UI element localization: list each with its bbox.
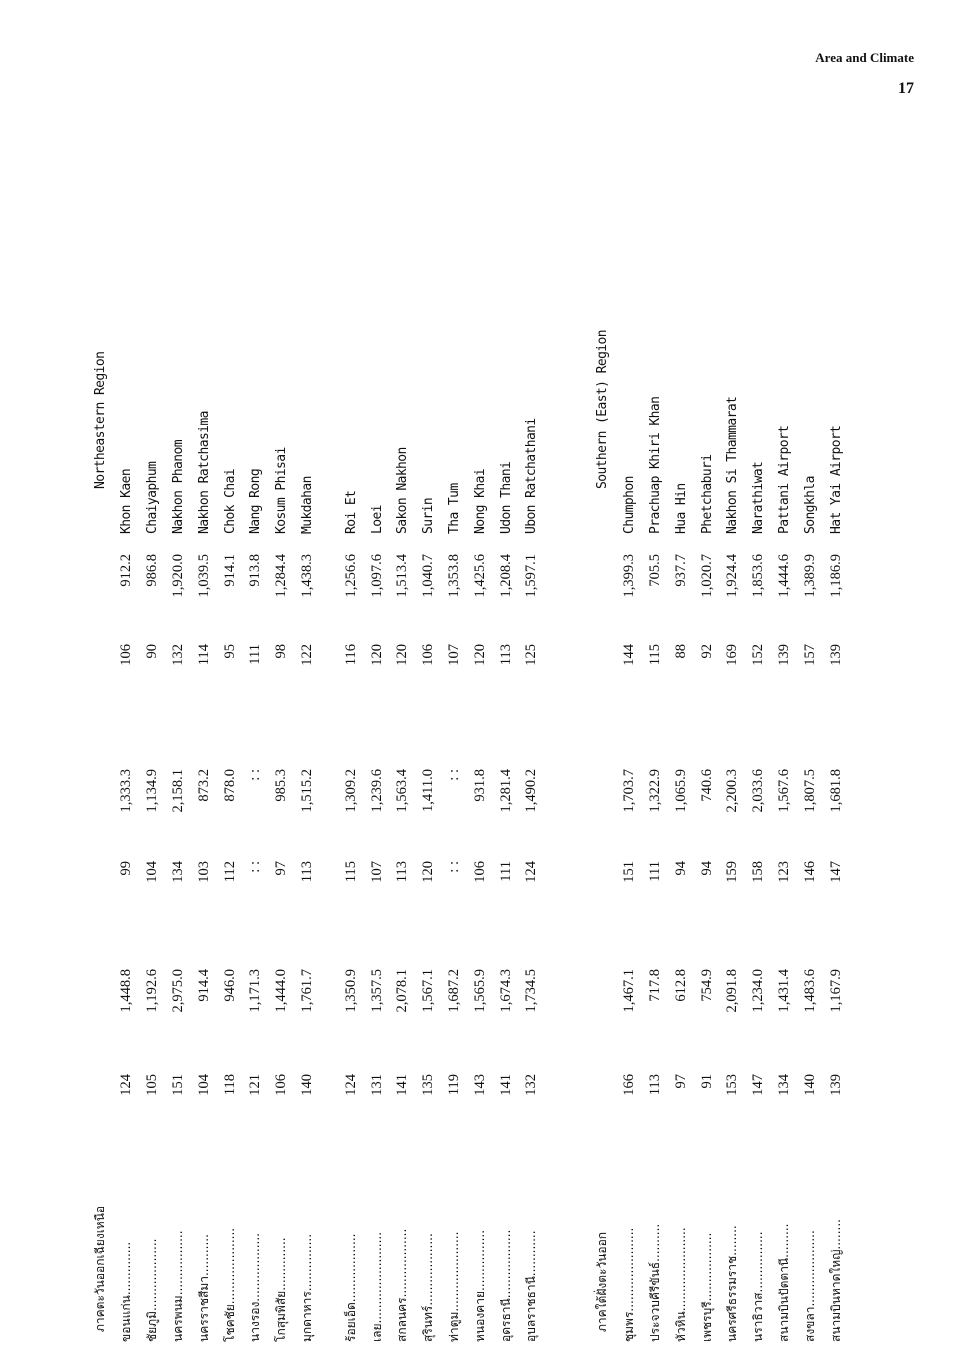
value-cell-5: 98 <box>273 644 290 659</box>
value-cell-4: 931.8 <box>471 769 488 802</box>
value-cell-5: 139 <box>827 644 844 666</box>
value-cell-1: 140 <box>298 1074 315 1096</box>
value-cell-1: 97 <box>672 1074 689 1089</box>
value-cell-4: 1,322.9 <box>646 769 663 813</box>
value-cell-3: : : <box>247 861 264 873</box>
value-cell-3: 113 <box>298 861 315 883</box>
value-cell-3: 104 <box>144 861 161 883</box>
section-spacer <box>545 147 589 1342</box>
value-cell-2: 1,687.2 <box>445 969 462 1013</box>
station-english-name: Prachuap Khiri Khan <box>647 396 663 534</box>
value-cell-3: 112 <box>221 861 238 883</box>
table-row <box>140 147 166 1342</box>
value-cell-5: 144 <box>621 644 638 666</box>
value-cell-1: 124 <box>118 1074 135 1096</box>
value-cell-5: 152 <box>750 644 767 666</box>
value-cell-1: 141 <box>394 1074 411 1096</box>
value-cell-6: 1,208.4 <box>497 554 514 598</box>
value-cell-1: 147 <box>750 1074 767 1096</box>
value-cell-2: 1,565.9 <box>471 969 488 1013</box>
station-english-name: Chok Chai <box>222 468 238 534</box>
station-thai-name: หัวหิน...................... <box>673 1227 688 1342</box>
section-thai-title: ภาคใต้ฝั่งตะวันออก <box>595 1231 610 1332</box>
station-english-name: Sakon Nakhon <box>395 447 411 534</box>
value-cell-3: : : <box>445 861 462 873</box>
station-english-name: Khon Kaen <box>119 468 135 534</box>
station-english-name: Hat Yai Airport <box>828 425 844 534</box>
value-cell-6: 1,284.4 <box>273 554 290 598</box>
value-cell-4: 873.2 <box>195 769 212 802</box>
station-thai-name: เลย........................ <box>369 1231 384 1342</box>
table-row <box>269 147 295 1342</box>
value-cell-4: 1,681.8 <box>827 769 844 813</box>
value-cell-4: 1,309.2 <box>342 769 359 813</box>
value-cell-1: 143 <box>471 1074 488 1096</box>
station-thai-name: โชคชัย.................... <box>222 1227 237 1342</box>
value-cell-3: 107 <box>368 861 385 883</box>
value-cell-6: 1,444.6 <box>775 554 792 598</box>
value-cell-6: 1,399.3 <box>621 554 638 598</box>
station-thai-name: ชัยภูมิ................... <box>145 1238 160 1342</box>
value-cell-4: 1,333.3 <box>118 769 135 813</box>
table-row <box>772 147 798 1342</box>
value-cell-5: 157 <box>801 644 818 666</box>
table-row <box>617 147 643 1342</box>
value-cell-5: 120 <box>368 644 385 666</box>
station-english-name: Udon Thani <box>498 461 514 534</box>
value-cell-4: 1,065.9 <box>672 769 689 813</box>
value-cell-5: 111 <box>247 644 264 665</box>
station-english-name: Nakhon Si Thammarat <box>725 396 741 534</box>
station-thai-name: สนามบินปัตตานี......... <box>776 1223 791 1342</box>
value-cell-1: 140 <box>801 1074 818 1096</box>
station-thai-name: นครราชสีมา........... <box>196 1234 211 1342</box>
station-thai-name: มุกดาหาร............... <box>299 1233 314 1342</box>
value-cell-2: 1,234.0 <box>750 969 767 1013</box>
value-cell-4: 878.0 <box>221 769 238 802</box>
table-row <box>746 147 772 1342</box>
table-row <box>797 147 823 1342</box>
station-thai-name: นครศรีธรรมราช........ <box>725 1225 740 1342</box>
value-cell-6: 914.1 <box>221 554 238 587</box>
value-cell-4: 2,200.3 <box>724 769 741 813</box>
station-english-name: Tha Tum <box>446 483 462 534</box>
value-cell-2: 612.8 <box>672 969 689 1002</box>
value-cell-2: 914.4 <box>195 969 212 1002</box>
value-cell-3: 94 <box>698 861 715 876</box>
value-cell-6: 912.2 <box>118 554 135 587</box>
value-cell-5: 120 <box>471 644 488 666</box>
station-thai-name: หนองคาย................ <box>472 1229 487 1342</box>
value-cell-2: 1,761.7 <box>298 969 315 1013</box>
station-thai-name: เพชรบุรี.................. <box>699 1232 714 1342</box>
value-cell-2: 1,167.9 <box>827 969 844 1013</box>
value-cell-5: 90 <box>144 644 161 659</box>
value-cell-5: 114 <box>195 644 212 666</box>
value-cell-1: 131 <box>368 1074 385 1096</box>
value-cell-6: 1,425.6 <box>471 554 488 598</box>
station-english-name: Songkhla <box>802 476 818 534</box>
table-row <box>338 147 364 1342</box>
value-cell-4: 1,807.5 <box>801 769 818 813</box>
value-cell-3: 94 <box>672 861 689 876</box>
section-heading-row <box>589 147 617 1342</box>
station-english-name: Surin <box>421 497 437 534</box>
table-row <box>243 147 269 1342</box>
table-row <box>720 147 746 1342</box>
value-cell-6: 937.7 <box>672 554 689 587</box>
station-thai-name: สงขลา.................... <box>802 1230 817 1342</box>
value-cell-5: 106 <box>118 644 135 666</box>
value-cell-4: 2,158.1 <box>169 769 186 813</box>
value-cell-5: 92 <box>698 644 715 659</box>
value-cell-4: 1,490.2 <box>523 769 540 813</box>
value-cell-3: 158 <box>750 861 767 883</box>
value-cell-5: 95 <box>221 644 238 659</box>
value-cell-5: 139 <box>775 644 792 666</box>
station-english-name: Narathiwat <box>751 461 767 534</box>
page-number: 17 <box>898 80 914 97</box>
table-row <box>416 147 442 1342</box>
table-row <box>519 147 545 1342</box>
value-cell-2: 2,975.0 <box>169 969 186 1013</box>
value-cell-3: 124 <box>523 861 540 883</box>
value-cell-5: 113 <box>497 644 514 666</box>
value-cell-4: 1,563.4 <box>394 769 411 813</box>
station-thai-name: ชุมพร...................... <box>622 1227 637 1342</box>
section-english-title: Southern (East) Region <box>595 330 611 489</box>
table-row <box>390 147 416 1342</box>
value-cell-3: 159 <box>724 861 741 883</box>
value-cell-1: 153 <box>724 1074 741 1096</box>
value-cell-6: 913.8 <box>247 554 264 587</box>
table-row <box>295 147 321 1342</box>
value-cell-1: 134 <box>775 1074 792 1096</box>
value-cell-4: 2,033.6 <box>750 769 767 813</box>
value-cell-3: 146 <box>801 861 818 883</box>
value-cell-2: 1,467.1 <box>621 969 638 1013</box>
table-row <box>191 147 217 1342</box>
value-cell-3: 111 <box>646 861 663 882</box>
value-cell-5: 106 <box>420 644 437 666</box>
value-cell-6: 1,039.5 <box>195 554 212 598</box>
value-cell-4: 985.3 <box>273 769 290 802</box>
value-cell-1: 139 <box>827 1074 844 1096</box>
value-cell-4: 1,515.2 <box>298 769 315 813</box>
station-thai-name: ประจวบคีรีขันธ์.......... <box>647 1223 662 1342</box>
value-cell-6: 1,389.9 <box>801 554 818 598</box>
value-cell-6: 1,186.9 <box>827 554 844 598</box>
value-cell-4: 1,134.9 <box>144 769 161 813</box>
station-thai-name: นางรอง.................. <box>248 1233 263 1342</box>
value-cell-2: 946.0 <box>221 969 238 1002</box>
table-row <box>823 147 849 1342</box>
station-english-name: Mukdahan <box>299 476 315 534</box>
table-row <box>217 147 243 1342</box>
value-cell-5: 122 <box>298 644 315 666</box>
station-thai-name: ขอนแก่น.............. <box>119 1241 134 1342</box>
value-cell-3: 123 <box>775 861 792 883</box>
value-cell-4: 1,703.7 <box>621 769 638 813</box>
value-cell-1: 124 <box>342 1074 359 1096</box>
value-cell-1: 166 <box>621 1074 638 1096</box>
value-cell-3: 97 <box>273 861 290 876</box>
table-row <box>668 147 694 1342</box>
value-cell-3: 111 <box>497 861 514 882</box>
value-cell-4: 1,281.4 <box>497 769 514 813</box>
station-thai-name: นราธิวาส................ <box>751 1231 766 1342</box>
value-cell-6: 1,020.7 <box>698 554 715 598</box>
station-thai-name: ท่าตูม..................... <box>446 1231 461 1342</box>
value-cell-6: 1,353.8 <box>445 554 462 598</box>
table-row <box>364 147 390 1342</box>
value-cell-3: 120 <box>420 861 437 883</box>
value-cell-5: 125 <box>523 644 540 666</box>
table-row <box>114 147 140 1342</box>
value-cell-3: 115 <box>342 861 359 883</box>
section-heading-row <box>86 147 114 1342</box>
value-cell-3: 113 <box>394 861 411 883</box>
value-cell-2: 1,483.6 <box>801 969 818 1013</box>
value-cell-1: 119 <box>445 1074 462 1096</box>
value-cell-2: 1,171.3 <box>247 969 264 1013</box>
value-cell-6: 1,513.4 <box>394 554 411 598</box>
value-cell-1: 141 <box>497 1074 514 1096</box>
value-cell-1: 104 <box>195 1074 212 1096</box>
station-english-name: Loei <box>369 505 385 534</box>
table-row <box>694 147 720 1342</box>
value-cell-2: 1,192.6 <box>144 969 161 1013</box>
rotated-climate-table <box>86 147 849 1342</box>
value-cell-2: 1,734.5 <box>523 969 540 1013</box>
value-cell-2: 2,091.8 <box>724 969 741 1013</box>
station-thai-name: นครพนม................. <box>170 1230 185 1342</box>
value-cell-3: 147 <box>827 861 844 883</box>
station-english-name: Ubon Ratchathani <box>524 418 540 534</box>
value-cell-6: 1,924.4 <box>724 554 741 598</box>
value-cell-4: : : <box>445 769 462 781</box>
value-cell-5: 88 <box>672 644 689 659</box>
value-cell-2: 1,674.3 <box>497 969 514 1013</box>
value-cell-6: 1,853.6 <box>750 554 767 598</box>
value-cell-6: 1,438.3 <box>298 554 315 598</box>
station-thai-name: อุดรธานี.................. <box>498 1229 513 1342</box>
value-cell-6: 1,597.1 <box>523 554 540 598</box>
station-english-name: Roi Et <box>343 490 359 534</box>
value-cell-2: 754.9 <box>698 969 715 1002</box>
value-cell-5: 132 <box>169 644 186 666</box>
station-thai-name: โกสุมพิสัย.............. <box>274 1237 289 1342</box>
section-thai-title: ภาคตะวันออกเฉียงเหนือ <box>92 1205 107 1332</box>
value-cell-6: 986.8 <box>144 554 161 587</box>
value-cell-4: 740.6 <box>698 769 715 802</box>
page-header-title: Area and Climate <box>815 50 914 65</box>
table-row <box>166 147 192 1342</box>
table-row <box>493 147 519 1342</box>
value-cell-5: 120 <box>394 644 411 666</box>
value-cell-1: 118 <box>221 1074 238 1096</box>
value-cell-1: 105 <box>144 1074 161 1096</box>
value-cell-5: 115 <box>646 644 663 666</box>
value-cell-1: 106 <box>273 1074 290 1096</box>
value-cell-3: 99 <box>118 861 135 876</box>
value-cell-4: : : <box>247 769 264 781</box>
value-cell-4: 1,567.6 <box>775 769 792 813</box>
station-thai-name: สนามบินหาดใหญ่........ <box>828 1219 843 1342</box>
value-cell-1: 151 <box>169 1074 186 1096</box>
value-cell-3: 103 <box>195 861 212 883</box>
value-cell-5: 107 <box>445 644 462 666</box>
station-english-name: Chaiyaphum <box>145 461 161 534</box>
station-english-name: Nakhon Phanom <box>170 440 186 534</box>
value-cell-6: 1,097.6 <box>368 554 385 598</box>
value-cell-6: 705.5 <box>646 554 663 587</box>
value-cell-6: 1,920.0 <box>169 554 186 598</box>
value-cell-4: 1,239.6 <box>368 769 385 813</box>
group-spacer <box>320 147 338 1342</box>
station-thai-name: ร้อยเอ็ด.................. <box>343 1233 358 1342</box>
station-thai-name: อุบลราชธานี............ <box>524 1230 539 1342</box>
table-row <box>442 147 468 1342</box>
value-cell-1: 121 <box>247 1074 264 1096</box>
value-cell-2: 1,567.1 <box>420 969 437 1013</box>
value-cell-2: 1,444.0 <box>273 969 290 1013</box>
station-thai-name: สกลนคร.................. <box>395 1228 410 1342</box>
station-english-name: Hua Hin <box>673 483 689 534</box>
value-cell-2: 1,448.8 <box>118 969 135 1013</box>
value-cell-1: 132 <box>523 1074 540 1096</box>
value-cell-1: 135 <box>420 1074 437 1096</box>
table-row <box>643 147 669 1342</box>
value-cell-3: 151 <box>621 861 638 883</box>
station-english-name: Nang Rong <box>248 468 264 534</box>
value-cell-2: 1,431.4 <box>775 969 792 1013</box>
station-english-name: Nong Khai <box>472 468 488 534</box>
station-english-name: Phetchaburi <box>699 454 715 534</box>
value-cell-1: 113 <box>646 1074 663 1096</box>
station-english-name: Chumphon <box>622 476 638 534</box>
value-cell-3: 134 <box>169 861 186 883</box>
value-cell-2: 2,078.1 <box>394 969 411 1013</box>
value-cell-5: 116 <box>342 644 359 666</box>
value-cell-5: 169 <box>724 644 741 666</box>
section-english-title: Northeastern Region <box>92 351 108 489</box>
value-cell-3: 106 <box>471 861 488 883</box>
value-cell-2: 717.8 <box>646 969 663 1002</box>
table-row <box>467 147 493 1342</box>
value-cell-2: 1,357.5 <box>368 969 385 1013</box>
value-cell-6: 1,040.7 <box>420 554 437 598</box>
station-english-name: Kosum Phisai <box>274 447 290 534</box>
value-cell-6: 1,256.6 <box>342 554 359 598</box>
value-cell-1: 91 <box>698 1074 715 1089</box>
value-cell-4: 1,411.0 <box>420 769 437 812</box>
station-thai-name: สุรินทร์................... <box>421 1233 436 1342</box>
station-english-name: Nakhon Ratchasima <box>196 411 212 534</box>
value-cell-2: 1,350.9 <box>342 969 359 1013</box>
station-english-name: Pattani Airport <box>776 425 792 534</box>
